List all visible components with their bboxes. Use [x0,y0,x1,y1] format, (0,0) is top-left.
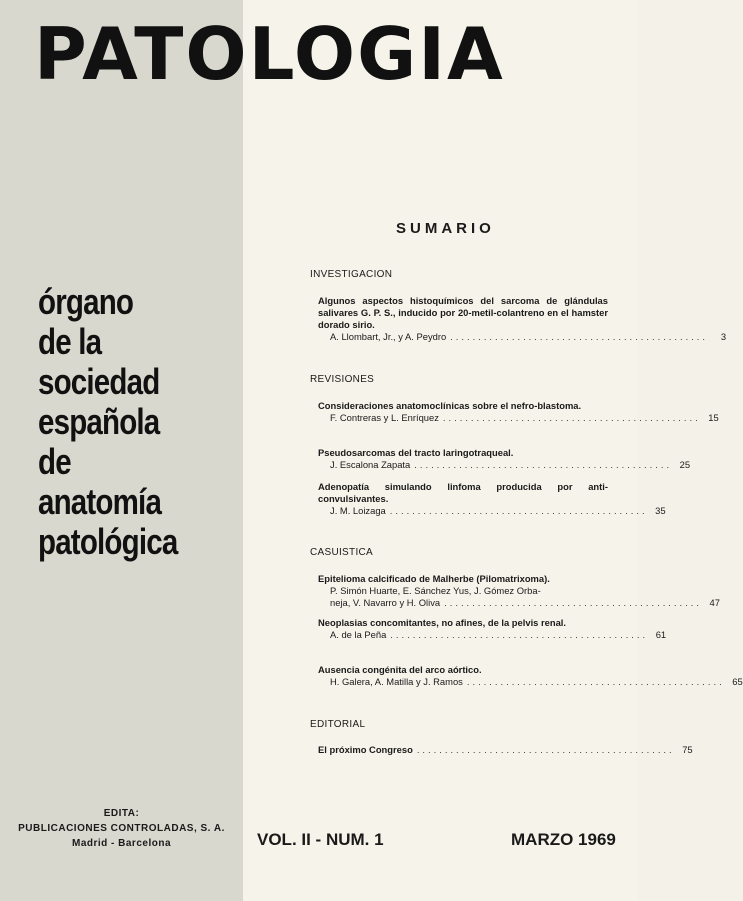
entry-authors: neja, V. Navarro y H. Oliva [330,597,441,608]
entry-page: 3 [720,331,727,342]
leader-dots: .............................................. [444,597,702,608]
publisher-name: PUBLICACIONES CONTROLADAS, S. A. [18,823,225,834]
volume-number: VOL. II - NUM. 1 [257,830,384,849]
section-label-revisiones: REVISIONES [310,374,375,385]
entry-title: Neoplasias concomitantes, no afines, de la pelvis renal. [318,617,567,628]
leader-dots: .............................................. [466,676,725,687]
entry-title: El próximo Congreso [318,744,413,755]
entry-title: Algunos aspectos histoquímicos del sarcoma de glándulas salivares G. P. S., inducido por 20-metil-colantreno en el hamster dorado sirio. [318,295,608,330]
entry-title: Epitelioma calcificado de Malherbe (Pilomatrixoma). [318,573,550,584]
toc-entry [318,573,720,609]
entry-page: 25 [679,459,691,470]
leader-dots: .............................................. [414,459,673,470]
leader-dots: .............................................. [450,331,709,342]
masthead-title: PATOLOGIA [34,12,505,96]
leader-dots: .............................................. [416,744,675,755]
entry-page: 61 [655,629,667,640]
entry-title: Pseudosarcomas del tracto laringotraqueal. [318,447,514,458]
publisher-cities: Madrid - Barcelona [71,838,172,849]
entry-page: 35 [655,505,666,516]
entry-page: 65 [732,676,743,687]
entry-title: Ausencia congénita del arco aórtico. [318,664,482,675]
section-label-casuistica: CASUISTICA [310,547,374,558]
section-label-editorial: EDITORIAL [310,719,366,730]
society-name-line: española [38,401,160,442]
leader-dots: .............................................. [390,629,649,640]
section-label-investigacion: INVESTIGACION [310,269,393,280]
sumario-heading: SUMARIO [396,220,495,237]
publisher-edita: EDITA: [103,808,140,819]
entry-page: 15 [708,412,719,423]
entry-page: 47 [709,597,720,608]
entry-title: Consideraciones anatomoclínicas sobre el nefro-blastoma. [318,400,582,411]
issue-date: MARZO 1969 [511,830,616,849]
entry-page: 75 [682,744,693,755]
entry-authors: J. Escalona Zapata [330,459,411,470]
society-name-line: de [38,441,71,482]
toc-entry [318,447,691,471]
society-name-line: patológica [38,521,178,562]
society-name [38,282,202,562]
entry-authors: J. M. Loizaga [330,505,386,516]
leader-dots: .............................................. [389,505,648,516]
entry-authors-prefix: P. Simón Huarte, E. Sánchez Yus, J. Gómez Orba- [330,585,541,596]
toc-entry [318,400,719,424]
toc-entry [318,744,693,756]
toc-entry [318,664,743,688]
entry-authors: H. Galera, A. Matilla y J. Ramos [330,676,463,687]
publisher-block [0,806,243,851]
toc-entry [318,481,666,517]
entry-title: Adenopatía simulando linfoma producida por anti-convulsivantes. [318,481,608,504]
toc-entry [318,295,727,343]
society-name-line: sociedad [38,361,160,402]
society-name-line: órgano [38,281,134,322]
leader-dots: .............................................. [442,412,701,423]
entry-authors: A. de la Peña [330,629,387,640]
toc-entry [318,617,667,641]
society-name-line: de la [38,321,102,362]
society-name-line: anatomía [38,481,162,522]
entry-authors: F. Contreras y L. Enríquez [330,412,439,423]
entry-authors: A. Llombart, Jr., y A. Peydro [330,331,447,342]
